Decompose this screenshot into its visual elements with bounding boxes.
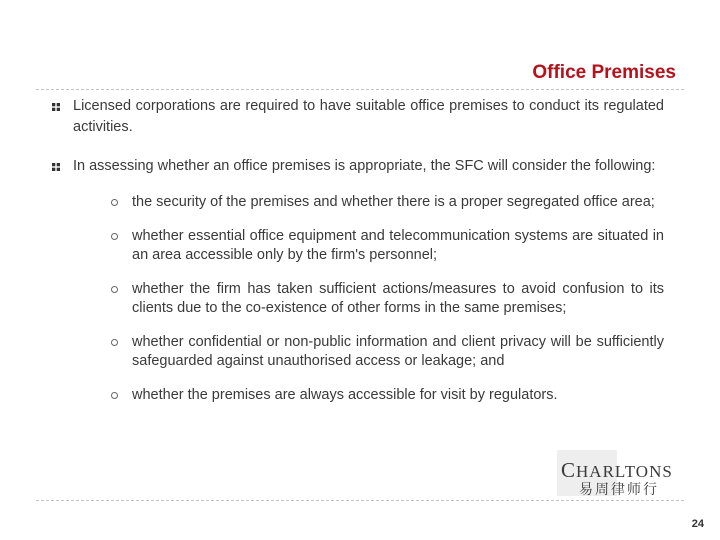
circle-bullet-icon bbox=[111, 339, 118, 346]
bullet-item bbox=[52, 156, 664, 177]
bullet-icon bbox=[52, 163, 60, 171]
bullet-text: Licensed corporations are required to have suitable office premises to conduct its regulated activities. bbox=[73, 98, 664, 135]
logo-text-cn: 易周律师行 bbox=[579, 481, 659, 497]
sub-item bbox=[110, 386, 664, 405]
sub-item-text: whether the firm has taken sufficient actions/measures to avoid confusion to its clients due to the co-existence of other forms in the same premises; bbox=[132, 281, 664, 316]
sub-item bbox=[110, 333, 664, 371]
bottom-divider bbox=[36, 500, 684, 501]
bullet-text: In assessing whether an office premises is appropriate, the SFC will consider the following: bbox=[73, 158, 656, 174]
slide-content bbox=[52, 96, 664, 420]
page-number: 24 bbox=[691, 518, 704, 530]
circle-bullet-icon bbox=[111, 392, 118, 399]
circle-bullet-icon bbox=[111, 199, 118, 206]
sub-list bbox=[52, 193, 664, 405]
charltons-logo bbox=[557, 450, 679, 496]
sub-item bbox=[110, 193, 664, 212]
sub-item-text: whether confidential or non-public information and client privacy will be sufficiently safeguarded against unauthorised access or leakage; and bbox=[132, 334, 664, 369]
sub-item-text: whether essential office equipment and telecommunication systems are situated in an area accessible only by the firm's personnel; bbox=[132, 228, 664, 263]
sub-item-text: whether the premises are always accessible for visit by regulators. bbox=[132, 387, 558, 403]
bullet-item bbox=[52, 96, 664, 138]
logo-text-en: CHARLTONS bbox=[561, 458, 673, 482]
top-divider bbox=[36, 89, 684, 90]
sub-item bbox=[110, 227, 664, 265]
bullet-icon bbox=[52, 103, 60, 111]
circle-bullet-icon bbox=[111, 233, 118, 240]
sub-item bbox=[110, 280, 664, 318]
sub-item-text: the security of the premises and whether there is a proper segregated office area; bbox=[132, 194, 655, 210]
circle-bullet-icon bbox=[111, 286, 118, 293]
slide-title: Office Premises bbox=[532, 62, 676, 83]
